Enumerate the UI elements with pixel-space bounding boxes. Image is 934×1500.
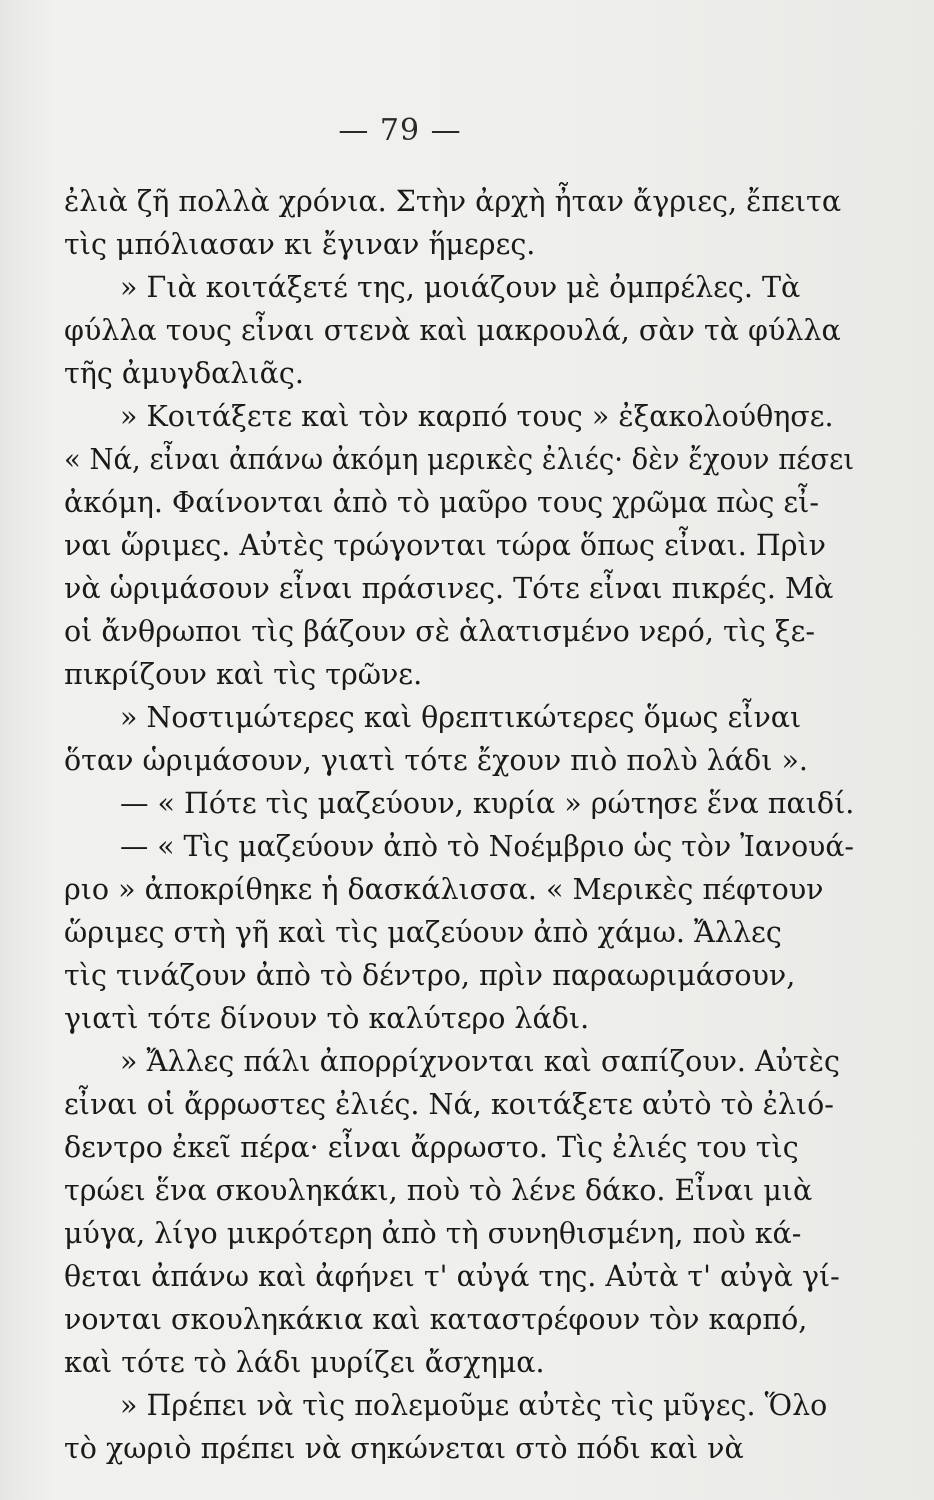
text-line: « Νά, εἶναι ἀπάνω ἀκόμη μερικὲς ἐλιές· δὲν ἔχουν πέσει [64,443,855,476]
text-line: τῆς ἀμυγδαλιᾶς. [64,357,304,390]
text-line: τὶς μπόλιασαν κι ἔγιναν ἥμερες. [64,228,536,261]
text-line: » Ἄλλες πάλι ἀπορρίχνονται καὶ σαπίζουν. Αὐτὲς [120,1045,840,1078]
text-line: μύγα, λίγο μικρότερη ἀπὸ τὴ συνηθισμένη, ποὺ κά- [64,1217,802,1250]
text-line: εἶναι οἱ ἄρρωστες ἐλιές. Νά, κοιτάξετε αὐτὸ τὸ ἐλιό- [64,1088,834,1121]
page-number: — 79 — [338,113,462,148]
text-line: νονται σκουληκάκια καὶ καταστρέφουν τὸν καρπό, [64,1303,808,1336]
text-line: ὥριμες στὴ γῆ καὶ τὶς μαζεύουν ἀπὸ χάμω. Ἄλλες [64,916,782,949]
text-line: » Γιὰ κοιτάξετέ της, μοιάζουν μὲ ὀμπρέλες. Τὰ [120,271,801,304]
text-line: — « Τὶς μαζεύουν ἀπὸ τὸ Νοέμβριο ὡς τὸν Ἰανουά- [120,830,854,863]
text-line: ἀκόμη. Φαίνονται ἀπὸ τὸ μαῦρο τους χρῶμα πὼς εἶ- [64,486,819,519]
text-line: πικρίζουν καὶ τὶς τρῶνε. [64,658,423,691]
text-line: » Πρέπει νὰ τὶς πολεμοῦμε αὐτὲς τὶς μῦγες. Ὅλο [120,1389,828,1422]
text-line: γιατὶ τότε δίνουν τὸ καλύτερο λάδι. [64,1002,590,1035]
text-line: — « Πότε τὶς μαζεύουν, κυρία » ρώτησε ἕνα παιδί. [120,787,855,820]
text-line: ὅταν ὡριμάσουν, γιατὶ τότε ἔχουν πιὸ πολὺ λάδι ». [64,744,808,777]
text-line: ριο » ἀποκρίθηκε ἡ δασκάλισσα. « Μερικὲς πέφτουν [64,873,824,906]
text-line: ναι ὥριμες. Αὐτὲς τρώγονται τώρα ὅπως εἶναι. Πρὶν [64,529,826,562]
text-line: οἱ ἄνθρωποι τὶς βάζουν σὲ ἁλατισμένο νερό, τὶς ξε- [64,615,816,648]
text-line: » Νοστιμώτερες καὶ θρεπτικώτερες ὅμως εἶναι [120,701,802,734]
text-line: τὸ χωριὸ πρέπει νὰ σηκώνεται στὸ πόδι καὶ νὰ [64,1432,744,1465]
text-line: δεντρο ἐκεῖ πέρα· εἶναι ἄρρωστο. Τὶς ἐλιές του τὶς [64,1131,799,1164]
text-line: καὶ τότε τὸ λάδι μυρίζει ἄσχημα. [64,1346,545,1379]
text-line: νὰ ὡριμάσουν εἶναι πράσινες. Τότε εἶναι πικρές. Μὰ [64,572,834,605]
text-line: θεται ἀπάνω καὶ ἀφήνει τ' αὐγά της. Αὐτὰ τ' αὐγὰ γί- [64,1260,840,1293]
text-line: φύλλα τους εἶναι στενὰ καὶ μακρουλά, σὰν τὰ φύλλα [64,314,841,347]
text-line: ἐλιὰ ζῆ πολλὰ χρόνια. Στὴν ἀρχὴ ἦταν ἄγριες, ἔπειτα [64,185,842,218]
text-line: τρώει ἕνα σκουληκάκι, ποὺ τὸ λένε δάκο. Εἶναι μιὰ [64,1174,813,1207]
text-line: » Κοιτάξετε καὶ τὸν καρπό τους » ἐξακολούθησε. [120,400,834,433]
text-line: τὶς τινάζουν ἀπὸ τὸ δέντρο, πρὶν παραωριμάσουν, [64,959,796,992]
